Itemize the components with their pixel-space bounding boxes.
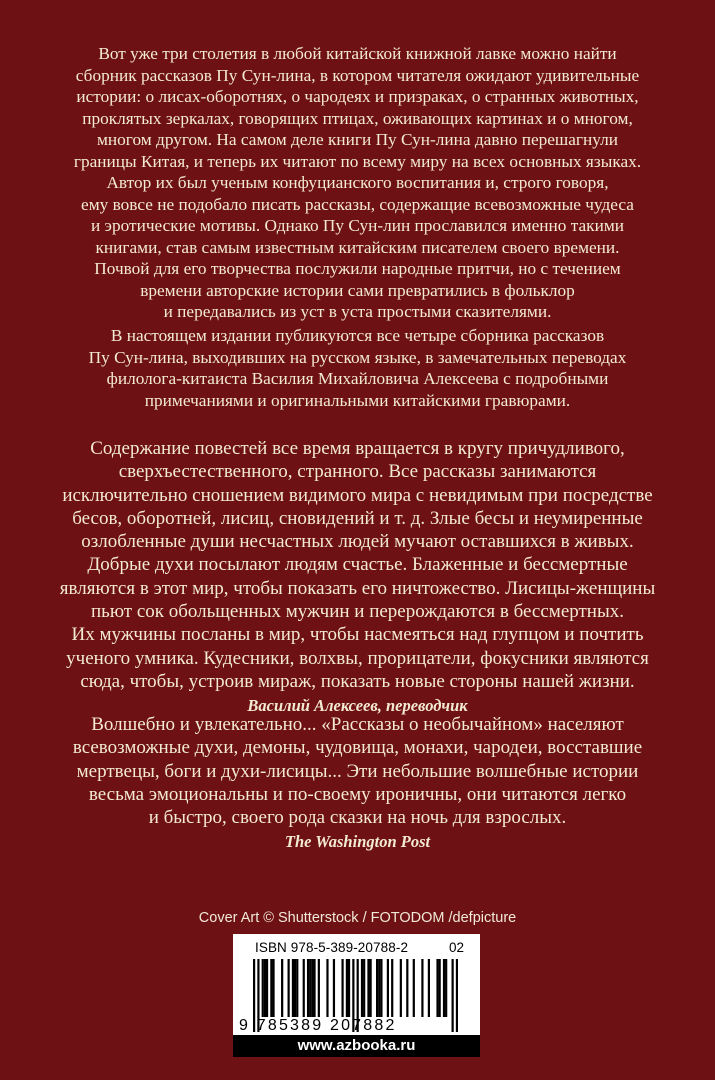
barcode-bar	[333, 959, 335, 1017]
barcode-bar	[443, 959, 445, 1017]
text-line: сборник рассказов Пу Сун-лина, в котором читателя ожидают удивительные	[75, 65, 640, 85]
text-line: Автор их был ученым конфуцианского воспитания и, строго говоря,	[106, 173, 609, 192]
edition-paragraph	[40, 325, 675, 411]
text-line: весьма эмоциональны и по-своему ироничны, они читаются легко	[88, 783, 627, 805]
barcode-bar	[294, 959, 296, 1017]
text-line: проклятых зеркалах, говорящих птицах, оживающих картинах и о многом,	[82, 108, 633, 128]
barcode-bar	[428, 959, 430, 1017]
text-line: всевозможные духи, демоны, чудовища, монахи, чародеи, восставшие	[72, 737, 643, 759]
barcode-bar	[376, 959, 378, 1017]
text-line: Их мужчины посланы в мир, чтобы насмеяться над глупцом и почтить	[71, 624, 644, 646]
text-line: сюда, чтобы, устроив мираж, показать новые стороны нашей жизни.	[80, 670, 635, 692]
barcode-bar	[303, 959, 305, 1017]
barcode-bar	[326, 959, 328, 1017]
text-line: исключительно сношением видимого мира с невидимым при посредстве	[62, 484, 653, 506]
isbn-number: ISBN 978-5-389-20788-2	[255, 940, 409, 955]
barcode-bar	[296, 959, 298, 1017]
barcode-bar	[309, 959, 311, 1017]
text-line: границы Китая, и теперь их читают по всему миру на всех основных языках.	[73, 151, 642, 171]
text-line: пьют сок обольщенных мужчин и перерождаются в бессмертных.	[90, 601, 624, 623]
text-line: Пу Сун-лина, выходивших на русском языке, в замечательных переводах	[88, 347, 627, 367]
text-line: времени авторские истории сами превратились в фольклор	[140, 280, 575, 300]
barcode-bar	[439, 959, 441, 1017]
isbn-addon: 02	[448, 940, 464, 955]
barcode-bar	[264, 959, 266, 1017]
text-line: и передавались из уст в уста простыми сказителями.	[163, 302, 552, 321]
intro-paragraph	[40, 43, 675, 323]
text-line: Вот уже три столетия в любой китайской книжной лавке можно найти	[98, 44, 617, 63]
text-line: бесов, оборотней, лисиц, сновидений и т. д. Злые бесы и неумиренные	[72, 507, 643, 529]
barcode-bar	[380, 959, 382, 1017]
barcode-bar	[262, 959, 264, 1017]
text-line: Добрые духи посылают людям счастье. Блаженные и бессмертные	[87, 554, 628, 576]
text-line: сверхъестественного, странного. Все рассказы занимаются	[118, 461, 597, 483]
text-line: озлобленные души несчастных людей мучают оставшихся в живых.	[81, 531, 634, 553]
barcode-bar	[363, 959, 365, 1017]
cover-art-credit: Cover Art © Shutterstock / FOTODOM /defpicture	[198, 910, 517, 926]
barcode-bar	[288, 959, 290, 1017]
barcode-bar	[318, 959, 320, 1017]
text-line: истории: о лисах-оборотнях, о чародеях и призраках, о странных животных,	[76, 87, 639, 106]
barcode-bar	[413, 959, 415, 1017]
text-line: В настоящем издании публикуются все четыре сборника рассказов	[110, 326, 605, 345]
barcode-bar	[281, 959, 283, 1017]
text-line: примечаниями и оригинальными китайскими гравюрами.	[144, 390, 571, 410]
quote-attribution: The Washington Post	[284, 832, 431, 852]
press-quote	[40, 713, 675, 854]
barcode-bar	[346, 959, 348, 1017]
text-line: ученого умника. Кудесники, волхвы, прорицатели, фокусники являются	[66, 647, 649, 669]
barcode-bar	[341, 959, 343, 1017]
barcode-bar	[270, 959, 272, 1017]
text-line: Волшебно и увлекательно... «Рассказы о необычайном» населяют	[91, 714, 624, 735]
barcode-bar	[313, 959, 315, 1017]
barcode-bar	[406, 959, 408, 1017]
barcode-digits: 9 785389 207882	[239, 1017, 397, 1034]
barcode-bar	[400, 959, 402, 1017]
barcode-bar	[421, 959, 423, 1017]
text-line: Содержание повестей все время вращается в кругу причудливого,	[90, 438, 625, 459]
text-line: ему вовсе не подобало писать рассказы, содержащие всевозможные чудеса	[81, 194, 634, 214]
text-line: книгами, став самым известным китайским писателем своего времени.	[95, 237, 620, 257]
barcode-bar	[266, 959, 268, 1017]
text-line: и эротические мотивы. Однако Пу Сун-лин прославился именно такими	[90, 216, 625, 235]
text-line: мертвецы, боги и духи-лисицы... Эти небольшие волшебные истории	[76, 760, 639, 782]
barcode-bar	[391, 959, 393, 1017]
barcode-bar	[445, 959, 447, 1017]
barcode-bar	[307, 959, 309, 1017]
barcode-bar	[436, 959, 438, 1017]
barcode-bar	[311, 959, 313, 1017]
text-line: являются в этот мир, чтобы показать его ничтожество. Лисицы-женщины	[59, 577, 656, 599]
barcode-bar	[367, 959, 369, 1017]
text-line: филолога-китаиста Василия Михайловича Алексеева с подробными	[106, 369, 609, 388]
barcode-bar	[272, 959, 274, 1017]
text-line: Почвой для его творчества послужили народные притчи, но с течением	[94, 259, 621, 278]
barcode-bar	[387, 959, 389, 1017]
barcode-bar	[348, 959, 350, 1017]
quote-attribution: Василий Алексеев, переводчик	[247, 696, 468, 716]
isbn-barcode	[233, 934, 480, 1057]
barcode-bar	[378, 959, 380, 1017]
publisher-url: www.azbooka.ru	[233, 1035, 480, 1057]
barcode-bar	[292, 959, 294, 1017]
translator-quote	[40, 437, 675, 718]
text-line: многом другом. На самом деле книги Пу Сун-лина давно перешагнули	[96, 130, 618, 149]
barcode-bar	[361, 959, 363, 1017]
barcode-bar	[370, 959, 372, 1017]
text-line: и быстро, своего рода сказки на ночь для взрослых.	[148, 807, 567, 829]
